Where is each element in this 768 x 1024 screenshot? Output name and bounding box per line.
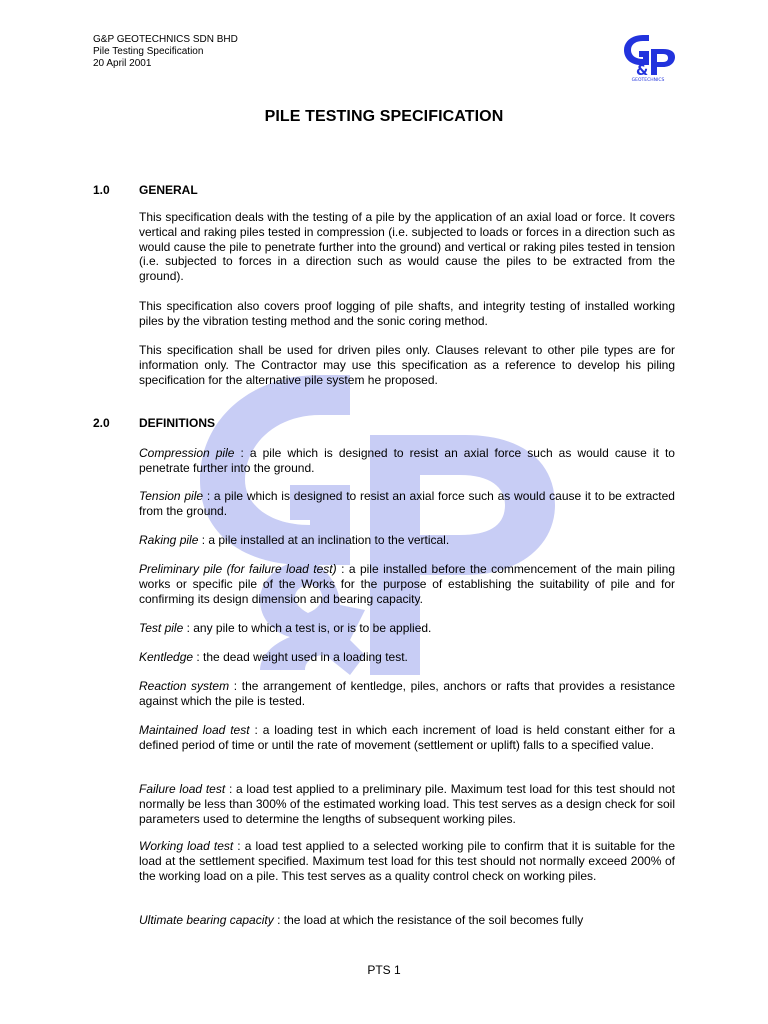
definition-maintained-load-test: [139, 723, 675, 753]
paragraph: This specification shall be used for driven piles only. Clauses relevant to other pile types are for information only. The Contractor may use this specification as a reference to develop his piling specification for the alternative pile system he proposed.: [139, 343, 675, 387]
definition-term: Tension pile: [139, 489, 204, 503]
paragraph: This specification deals with the testing of a pile by the application of an axial load or force. It covers vertical and raking piles tested in compression (i.e. subjected to loads or forces in a direction such as would cause the pile to penetrate further into the ground) and vertical or raking piles tested in tension (i.e. subjected to forces in a direction such as would cause the piles to be extracted from the ground).: [139, 210, 675, 284]
definition-term: Failure load test: [139, 782, 226, 796]
definition-text: : a load test applied to a selected working pile to confirm that it is suitable for the load at the settlement specified. Maximum test load for this test should not normally exceed 200% of the working load on a pile. This test serves as a quality control check on working piles.: [139, 839, 675, 883]
definition-compression-pile: [139, 446, 675, 476]
definition-term: Working load test: [139, 839, 234, 853]
document-header: [93, 34, 238, 70]
section-number: 2.0: [93, 416, 110, 430]
definition-term: Test pile: [139, 621, 184, 635]
section-title: GENERAL: [139, 183, 198, 197]
definition-test-pile: [139, 621, 675, 636]
svg-text:&: &: [636, 63, 649, 79]
definition-ultimate-bearing-capacity: [139, 913, 675, 928]
definition-text: : a pile installed before the commencement of the main piling works or specific pile of the Works for the purpose of establishing the suitability of pile and for confirming its design dimension and bearing capacity.: [139, 562, 675, 606]
definition-kentledge: [139, 650, 675, 665]
page-title: PILE TESTING SPECIFICATION: [264, 108, 504, 125]
definition-tension-pile: [139, 489, 675, 519]
definition-failure-load-test: [139, 782, 675, 826]
section-number: 1.0: [93, 183, 110, 197]
definition-term: Kentledge: [139, 650, 194, 664]
company-name: G&P GEOTECHNICS SDN BHD: [93, 34, 238, 45]
definition-text: : a load test applied to a preliminary pile. Maximum test load for this test should not normally be less than 300% of the estimated working load. This test serves as a design check for soil parameters used to determine the lengths of subsequent working piles.: [139, 782, 675, 826]
svg-text:GEOTECHNICS: GEOTECHNICS: [631, 78, 665, 83]
definition-preliminary-pile: [139, 562, 675, 606]
definition-term: Preliminary pile (for failure load test): [139, 562, 337, 576]
definition-text: : the dead weight used in a loading test.: [193, 650, 408, 664]
definition-text: : a pile which is designed to resist an axial force such as would cause it to penetrate further into the ground.: [139, 446, 675, 475]
section-heading-general: [93, 183, 198, 197]
definition-text: : any pile to which a test is, or is to be applied.: [183, 621, 432, 635]
document-date: 20 April 2001: [93, 58, 152, 69]
section-title: DEFINITIONS: [139, 416, 216, 430]
definition-term: Compression pile: [139, 446, 235, 460]
paragraph: This specification also covers proof logging of pile shafts, and integrity testing of installed working piles by the vibration testing method and the sonic coring method.: [139, 299, 675, 328]
definition-term: Reaction system: [139, 679, 230, 693]
page-number: PTS 1: [367, 963, 401, 977]
definition-reaction-system: [139, 679, 675, 709]
company-logo: [621, 31, 676, 83]
document-name: Pile Testing Specification: [93, 46, 204, 57]
definition-text: : a pile installed at an inclination to the vertical.: [198, 533, 450, 547]
definition-raking-pile: [139, 533, 675, 548]
definition-text: : the load at which the resistance of the soil becomes fully: [273, 913, 584, 927]
definition-term: Maintained load test: [139, 723, 250, 737]
definition-text: : the arrangement of kentledge, piles, anchors or rafts that provides a resistance against which the pile is tested.: [139, 679, 675, 708]
definition-term: Ultimate bearing capacity: [139, 913, 274, 927]
section-heading-definitions: [93, 416, 215, 430]
definition-working-load-test: [139, 839, 675, 883]
definition-term: Raking pile: [139, 533, 199, 547]
definition-text: : a pile which is designed to resist an axial force such as would cause it to be extracted from the ground.: [139, 489, 675, 518]
definition-text: : a loading test in which each increment of load is held constant either for a defined period of time or until the rate of movement (settlement or uplift) falls to a specified value.: [139, 723, 676, 752]
